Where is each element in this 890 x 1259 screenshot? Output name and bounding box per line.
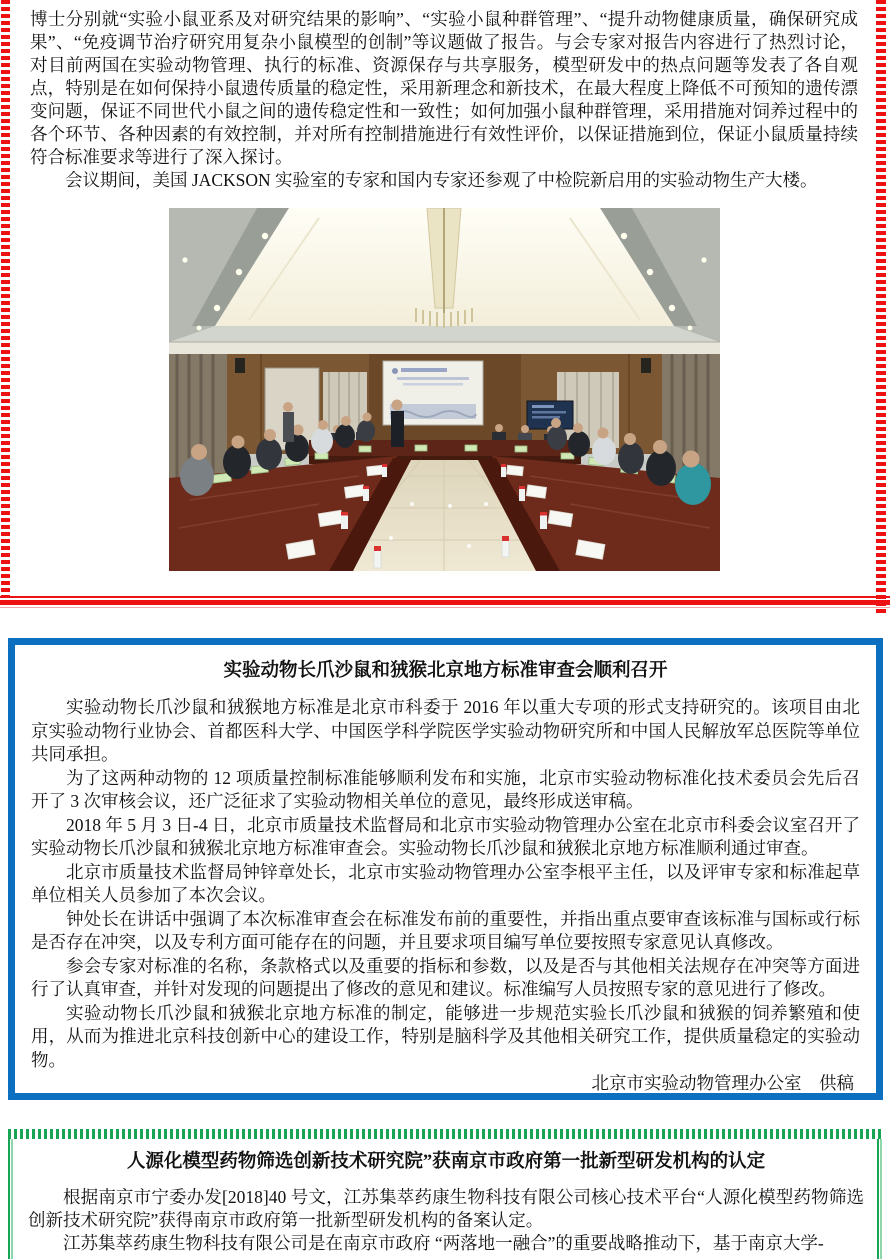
- green-ticked-border-top: [8, 1129, 884, 1139]
- red-dashed-border-left: [1, 0, 10, 598]
- nanjing-article-section: [8, 1129, 884, 1259]
- green-border-right: [877, 1139, 883, 1259]
- standards-paragraph-3: 2018 年 5 月 3 日-4 日，北京市质量技术监督局和北京市实验动物管理办公室在北京市科委会议室召开了实验动物长爪沙鼠和狨猴北京地方标准审查会。实验动物长爪沙鼠和狨猴北京地方标准顺利通过审查。: [31, 814, 860, 858]
- nanjing-paragraph-1: 根据南京市宁委办发[2018]40 号文，江苏集萃药康生物科技有限公司核心技术平台“人源化模型药物筛选创新技术研究院”获得南京市政府第一批新型研发机构的备案认定。: [28, 1187, 864, 1230]
- top-article-paragraph-continuation: 博士分别就“实验小鼠亚系及对研究结果的影响”、“实验小鼠种群管理”、“提升动物健康质量，确保研究成果”、“免疫调节治疗研究用复杂小鼠模型的创制”等议题做了报告。与会专家对报告内容进行了热烈讨论，对目前两国在实验动物管理、执行的标准、资源保存与共享服务，模型研发中的热点问题等发表了各自观点，特别是在如何保持小鼠遗传质量的稳定性，采用新理念和新技术，在最大程度上降低不可预知的遗传漂变问题，保证不同世代小鼠之间的遗传稳定性和一致性；如何加强小鼠种群管理，采用措施对饲养过程中的各个环节、各种因素的有效控制，并对所有控制措施进行有效性评价，以保证措施到位，保证小鼠质量持续符合标准要求等进行了深入探讨。: [30, 9, 858, 167]
- standards-paragraph-4: 北京市质量技术监督局钟锌章处长，北京市实验动物管理办公室李根平主任，以及评审专家和标准起草单位相关人员参加了本次会议。: [31, 861, 860, 905]
- green-border-left: [8, 1139, 14, 1259]
- red-dashed-border-right: [876, 0, 886, 616]
- standards-paragraph-1: 实验动物长爪沙鼠和狨猴地方标准是北京市科委于 2016 年以重大专项的形式支持研究的。该项目由北京实验动物行业协会、首都医科大学、中国医学科学院医学实验动物研究所和中国人民解放军总医院等单位共同承担。: [31, 697, 860, 764]
- standards-paragraph-7: 实验动物长爪沙鼠和狨猴北京地方标准的制定，能够进一步规范实验长爪沙鼠和狨猴的饲养繁殖和使用，从而为推进北京科技创新中心的建设工作，特别是脑科学及其他相关研究工作，提供质量稳定的实验动物。: [31, 1002, 860, 1070]
- standards-article-section: [8, 638, 883, 1100]
- standards-article-byline: 北京市实验动物管理办公室 供稿: [591, 1073, 854, 1093]
- top-article-body: [30, 8, 858, 192]
- conference-room-photo: [169, 208, 720, 571]
- nanjing-article-title: 人源化模型药物筛选创新技术研究院”获南京市政府第一批新型研发机构的认定: [126, 1152, 766, 1172]
- red-border-bottom-thin-line: [0, 596, 890, 598]
- top-article-paragraph-visit: 会议期间，美国 JACKSON 实验室的专家和国内专家还参观了中检院新启用的实验动物生产大楼。: [65, 170, 818, 190]
- conference-photo-illustration: [169, 208, 720, 571]
- standards-article-title: 实验动物长爪沙鼠和狨猴北京地方标准审查会顺利召开: [223, 661, 668, 681]
- standards-paragraph-6: 参会专家对标准的名称，条款格式以及重要的指标和参数，以及是否与其他相关法规存在冲突等方面进行了认真审查，并针对发现的问题提出了修改的意见和建议。标准编写人员按照专家的意见进行了修改。: [31, 955, 860, 999]
- red-border-bottom-thick-line: [0, 600, 890, 605]
- nanjing-article-body: [28, 1151, 864, 1255]
- standards-paragraph-2: 为了这两种动物的 12 项质量控制标准能够顺利发布和实施，北京市实验动物标准化技术委员会先后召开了 3 次审核会议，还广泛征求了实验动物相关单位的意见，最终形成送审稿。: [31, 767, 860, 811]
- red-border-bottom-faint-line: [0, 607, 890, 608]
- standards-paragraph-5: 钟处长在讲话中强调了本次标准审查会在标准发布前的重要性，并指出重点要审查该标准与国标或行标是否存在冲突，以及专利方面可能存在的问题，并且要求项目编写单位要按照专家意见认真修改。: [31, 908, 860, 952]
- nanjing-paragraph-2: 江苏集萃药康生物科技有限公司是在南京市政府 “两落地一融合”的重要战略推动下，基于南京大学-: [63, 1233, 824, 1253]
